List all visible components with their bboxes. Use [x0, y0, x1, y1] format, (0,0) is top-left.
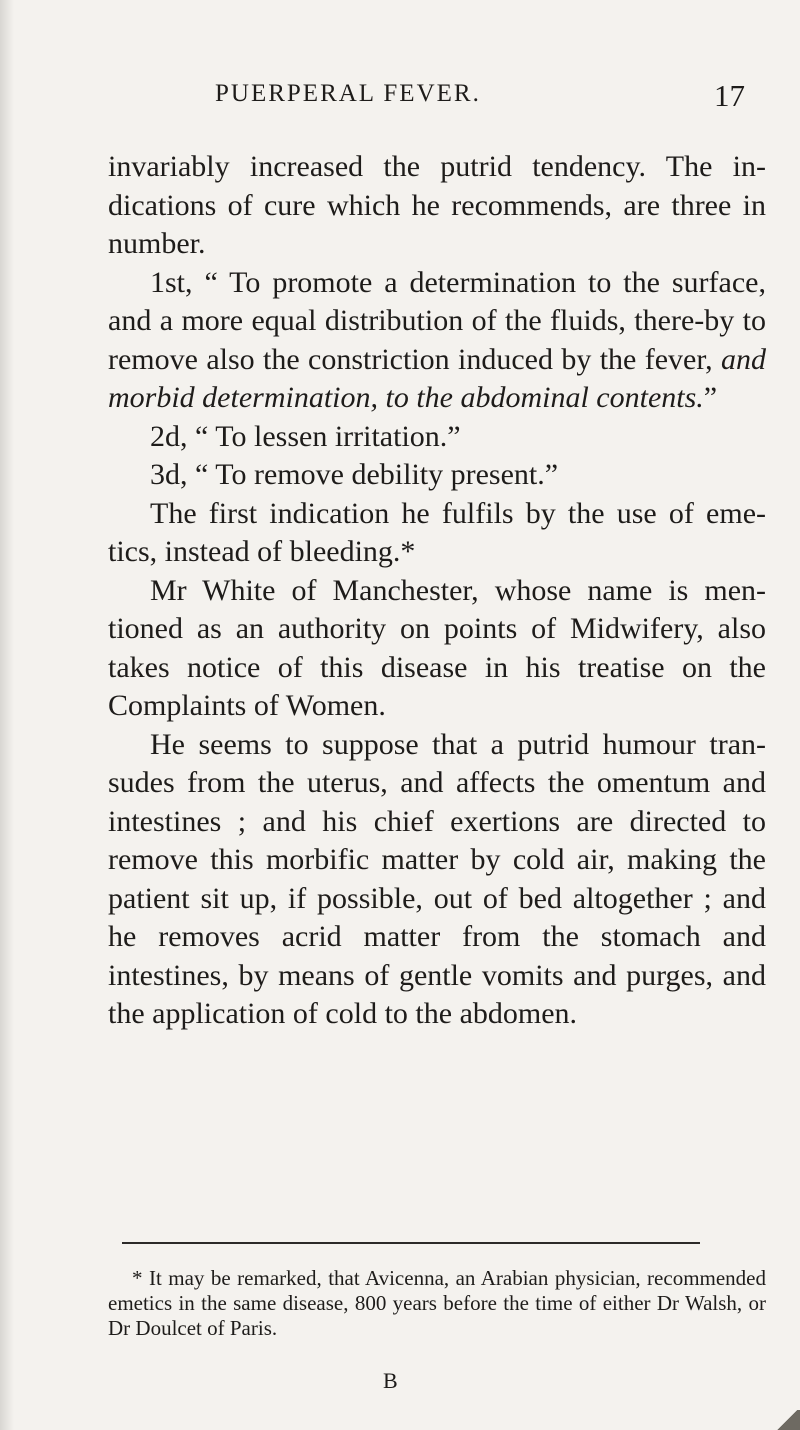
paragraph-2-close: ”	[703, 381, 718, 414]
page-number: 17	[714, 78, 745, 113]
paragraph-2-italic: and morbid determination, to the abdominal contents.	[108, 342, 767, 414]
running-title: PUERPERAL FEVER.	[215, 80, 481, 107]
footnote-text: * It may be remarked, that Avicenna, an Arabian physician, recommended emetics in the same disease, 800 years before the time of either Dr Walsh, or Dr Doulcet of Paris.	[108, 1266, 766, 1340]
paragraph-4: 3d, “ To remove debility present.”	[150, 458, 559, 491]
paragraph-5: The first indication he fulfils by the use of eme-tics, instead of bleeding.*	[108, 496, 766, 568]
paragraph-2	[108, 264, 766, 418]
paragraph-2-lead: 1st, “ To promote a determination to the surface, and a more equal distribution of the fluids, there-by to remove also the constriction induced by the fever,	[108, 265, 766, 376]
paragraph-6: Mr White of Manchester, whose name is men-tioned as an authority on points of Midwifery, also takes notice of this disease in his treatise on the Complaints of Women.	[108, 573, 766, 722]
paragraph-3: 2d, “ To lessen irritation.”	[150, 419, 461, 453]
main-text	[108, 148, 766, 1034]
binding-shadow	[0, 0, 14, 1430]
footnote	[108, 1266, 766, 1341]
signature-mark: B	[383, 1368, 398, 1393]
paragraph-7: He seems to suppose that a putrid humour tran-sudes from the uterus, and affects the omentum and intestines ; and his chief exertions are directed to remove this morbific matter by cold air, making the patient sit up, if possible, out of bed altogether ; and he removes acrid matter from the stomach and intestines, by means of gentle vomits and purges, and the application of cold to the abdomen.	[108, 727, 766, 1030]
footnote-rule	[122, 1242, 700, 1244]
paragraph-1: invariably increased the putrid tendency. The in-dications of cure which he recommends, are three in number.	[108, 150, 766, 260]
page-corner-icon	[774, 1410, 800, 1430]
